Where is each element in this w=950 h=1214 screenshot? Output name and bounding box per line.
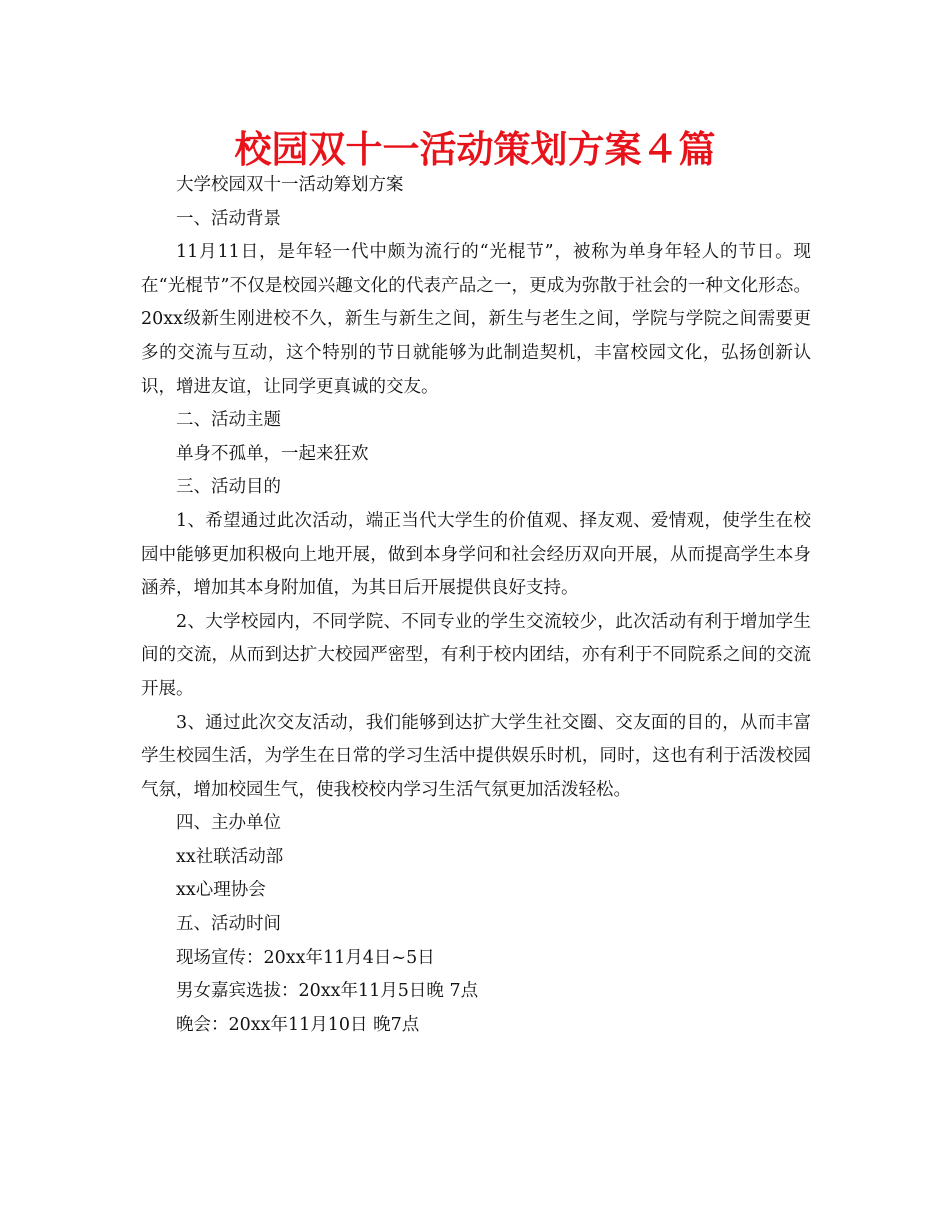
section-heading-time: 五、活动时间 <box>176 914 281 935</box>
section-heading-background: 一、活动背景 <box>176 208 281 229</box>
purpose-item-1: 1、希望通过此次活动，端正当代大学生的价值观、择友观、爱情观，使学生在校园中能够更加积极向上地开展，做到本身学问和社会经历双向开展，从而提高学生本身涵养，增加其本身附加值，为其日后开展提供良好支持。 <box>141 510 811 599</box>
time-item-promotion: 现场宣传：20xx年11月4日~5日 <box>176 947 435 968</box>
document-title: 校园双十一活动策划方案４篇 <box>234 128 716 171</box>
time-item-selection: 男女嘉宾选拔：20xx年11月5日晚 7点 <box>176 981 479 1002</box>
section-heading-organizer: 四、主办单位 <box>176 813 281 834</box>
theme-paragraph: 单身不孤单，一起来狂欢 <box>176 443 369 464</box>
document-body <box>141 169 811 1042</box>
purpose-item-3: 3、通过此次交友活动，我们能够到达扩大学生社交圈、交友面的目的，从而丰富学生校园生活，为学生在日常的学习生活中提供娱乐时机，同时，这也有利于活泼校园气氛，增加校园生气，使我校校内学习生活气氛更加活泼轻松。 <box>141 712 811 800</box>
section-heading-purpose: 三、活动目的 <box>176 477 281 498</box>
organizer-item-1: xx社联活动部 <box>176 846 284 867</box>
subtitle-paragraph: 大学校园双十一活动筹划方案 <box>176 175 404 195</box>
time-item-party: 晚会：20xx年11月10日 晚7点 <box>176 1014 420 1035</box>
organizer-item-2: xx心理协会 <box>176 880 266 901</box>
background-paragraph: 11月11日，是年轻一代中颇为流行的“光棍节”，被称为单身年轻人的节日。现在“光棍节”不仅是校园兴趣文化的代表产品之一，更成为弥散于社会的一种文化形态。20xx级新生刚进校不久，新生与新生之间，新生与老生之间，学院与学院之间需要更多的交流与互动，这个特别的节日就能够为此制造契机，丰富校园文化，弘扬创新认识，增进友谊，让同学更真诚的交友。 <box>141 242 811 397</box>
purpose-item-2: 2、大学校园内，不同学院、不同专业的学生交流较少，此次活动有利于增加学生间的交流，从而到达扩大校园严密型，有利于校内团结，亦有利于不同院系之间的交流开展。 <box>141 611 811 699</box>
section-heading-theme: 二、活动主题 <box>176 410 281 431</box>
